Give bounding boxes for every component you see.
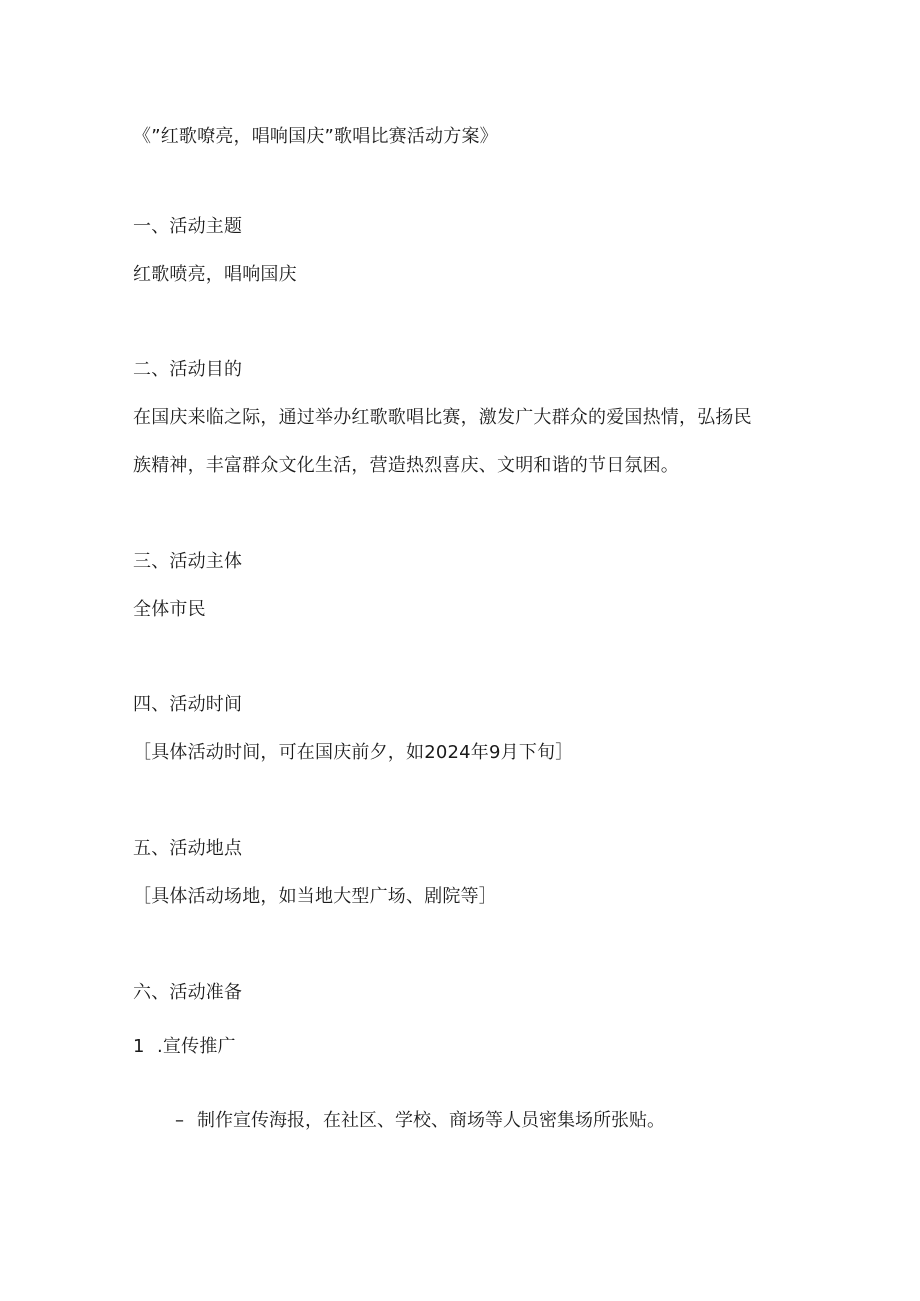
section-heading-time: 四、活动时间 [133, 694, 243, 715]
section-text-time: ［具体活动时间，可在国庆前夕，如2024年9月下旬］ [133, 742, 574, 763]
section-heading-preparation: 六、活动准备 [133, 982, 243, 1003]
section-heading-theme: 一、活动主题 [133, 216, 243, 237]
section-heading-participants: 三、活动主体 [133, 551, 243, 572]
document-title: 《”红歌嘹亮，唱响国庆”歌唱比赛活动方案》 [133, 126, 498, 147]
section-heading-purpose: 二、活动目的 [133, 359, 243, 380]
bullet-marker: – [175, 1110, 184, 1131]
section-text-theme: 红歌喷亮，唱响国庆 [133, 264, 297, 285]
subitem-number: 1 [133, 1036, 145, 1057]
section-text-participants: 全体市民 [133, 599, 206, 620]
bullet-item [175, 1109, 665, 1133]
section-text-location: ［具体活动场地，如当地大型广场、剧院等］ [133, 886, 497, 907]
section-text-purpose-line-1: 在国庆来临之际，通过举办红歌歌唱比赛，激发广大群众的爱国热情，弘扬民 [133, 407, 752, 428]
section-text-purpose-line-2: 族精神，丰富群众文化生活，营造热烈喜庆、文明和谐的节日氛困。 [133, 455, 679, 476]
bullet-text: 制作宣传海报，在社区、学校、商场等人员密集场所张贴。 [197, 1110, 665, 1131]
subitem-publicity [133, 1035, 236, 1059]
section-heading-location: 五、活动地点 [133, 838, 243, 859]
subitem-label: .宣传推广 [157, 1036, 236, 1057]
